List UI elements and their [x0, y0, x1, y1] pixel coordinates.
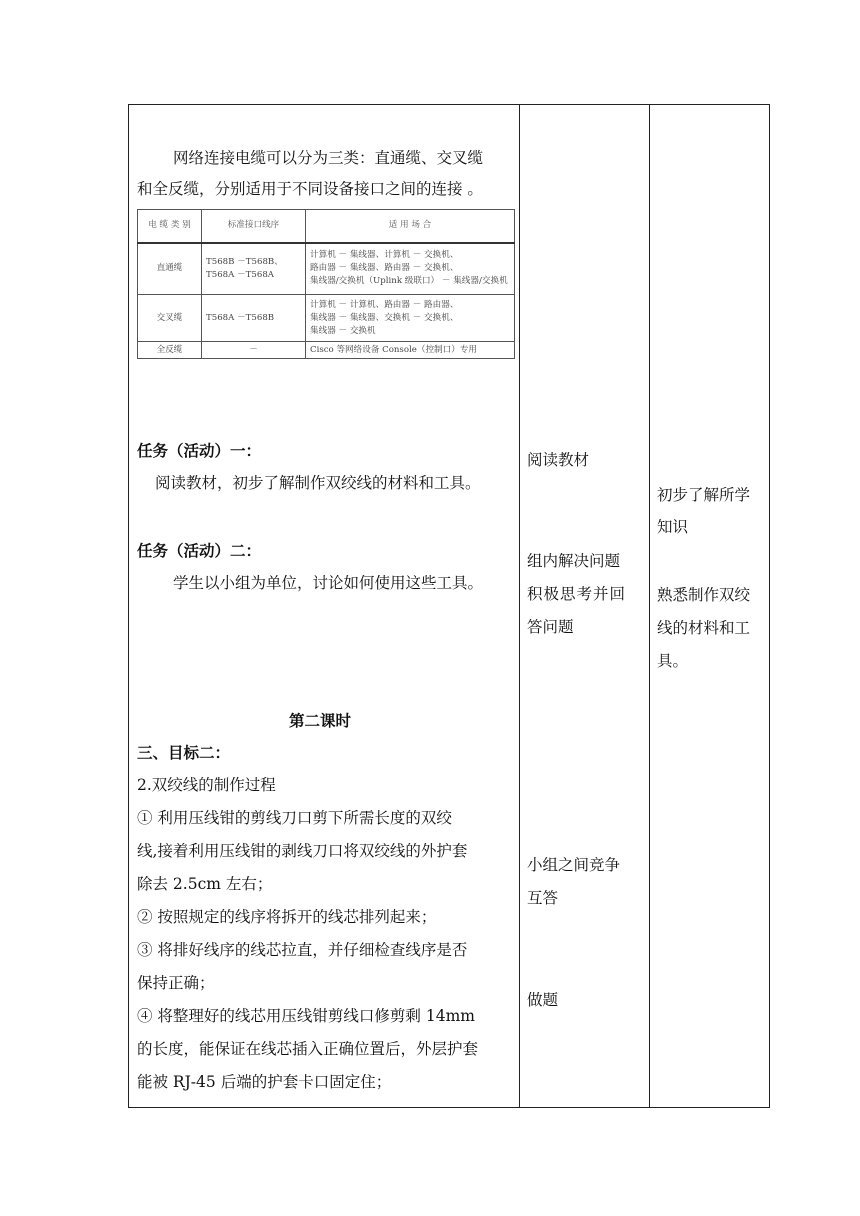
student-activity-column	[519, 105, 649, 1107]
usage-line: 集线器 － 交换机	[310, 325, 376, 336]
step-text: 保持正确；	[137, 974, 215, 992]
task1-text: 阅读教材，初步了解制作双绞线的材料和工具。	[155, 474, 481, 492]
step-text: ④ 将整理好的线芯用压线钳剪线口修剪剩 14mm	[137, 1007, 475, 1025]
usage-line: Cisco 等网络设备 Console（控制口）专用	[306, 342, 515, 359]
table-header: 标准接口线序	[202, 210, 306, 243]
intent-text: 线的材料和工	[657, 619, 751, 637]
step-text: ③ 将排好线序的线芯拉直，并仔细检查线序是否	[137, 941, 468, 959]
task1-title: 任务（活动）一：	[137, 441, 262, 460]
lesson2-title: 第二课时	[289, 711, 352, 730]
activity-text: 小组之间竞争	[527, 856, 621, 874]
usage-line: 计算机 － 集线器、计算机 － 交换机、	[310, 250, 459, 261]
step-text: ① 利用压线钳的剪线刀口剪下所需长度的双绞	[137, 809, 452, 827]
usage-line: 计算机 － 计算机、路由器 － 路由器、	[310, 299, 459, 310]
intent-text: 初步了解所学	[657, 486, 751, 504]
step-text: 线,接着利用压线钳的剥线刀口将双绞线的外护套	[137, 842, 468, 860]
design-intent-column	[649, 105, 771, 1107]
cable-type: 交叉缆	[138, 294, 202, 342]
usage-line: 集线器/交换机（Uplink 级联口） － 集线器/交换机	[310, 276, 508, 287]
intent-text: 知识	[657, 518, 689, 536]
activity-text: 组内解决问题	[527, 552, 621, 570]
step-text: 能被 RJ-45 后端的护套卡口固定住；	[137, 1073, 392, 1091]
activity-text: 答问题	[527, 618, 574, 636]
intro-line: 和全反缆，分别适用于不同设备接口之间的连接 。	[137, 180, 483, 198]
wire-order: T568A －T568B	[202, 294, 306, 342]
activity-text: 互答	[527, 889, 559, 907]
cable-type: 全反缆	[138, 342, 202, 359]
usage-line: 路由器 － 集线器、路由器 － 交换机、	[310, 263, 459, 274]
usage-line: 集线器 － 集线器、交换机 － 交换机、	[310, 312, 459, 323]
wire-order: －	[202, 342, 306, 359]
task2-text: 学生以小组为单位，讨论如何使用这些工具。	[173, 574, 484, 592]
teaching-content-column	[129, 105, 519, 1107]
intent-text: 熟悉制作双绞	[657, 586, 751, 604]
usage-cell	[306, 243, 515, 295]
intent-text: 具。	[657, 652, 689, 670]
table-header: 电 缆 类 别	[138, 210, 202, 243]
table-header: 适 用 场 合	[306, 210, 515, 243]
table-row	[138, 294, 515, 342]
activity-text: 积极思考并回	[527, 585, 627, 603]
step-text: ② 按照规定的线序将拆开的线芯排列起来；	[137, 908, 437, 926]
wire-order: T568B －T568B、T568A －T568A	[202, 243, 306, 295]
table-row	[138, 342, 515, 359]
activity-text: 做题	[527, 991, 559, 1009]
process-title: 2.双绞线的制作过程	[137, 776, 276, 794]
usage-cell	[306, 294, 515, 342]
goal2-title: 三、目标二：	[137, 743, 231, 762]
step-text: 除去 2.5cm 左右；	[137, 875, 273, 893]
cable-types-table	[137, 209, 515, 359]
step-text: 的长度，能保证在线芯插入正确位置后，外层护套	[137, 1040, 479, 1058]
activity-text: 阅读教材	[527, 451, 590, 469]
table-row	[138, 243, 515, 295]
task2-title: 任务（活动）二：	[137, 541, 262, 560]
cable-type: 直通缆	[138, 243, 202, 295]
intro-line: 网络连接电缆可以分为三类：直通缆、交叉缆	[173, 149, 484, 167]
lesson-table	[128, 104, 770, 1108]
